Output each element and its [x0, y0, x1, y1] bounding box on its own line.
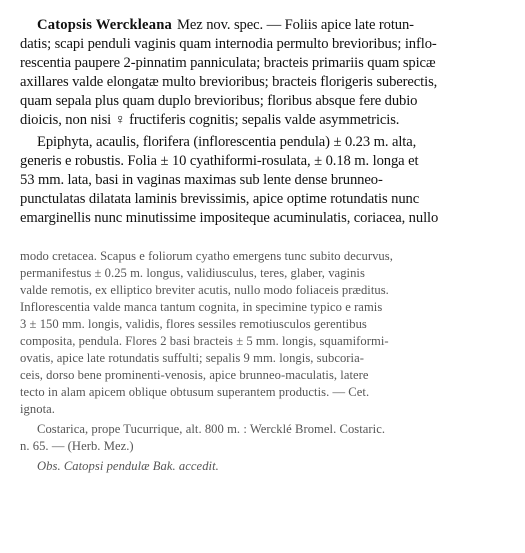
habit-line-1: Epiphyta, acaulis, florifera (inflorescentia pendula) ± 0.23 m. alta, — [37, 134, 417, 150]
description-text: Mez nov. spec. — Foliis apice late rotun- — [177, 17, 414, 33]
locality-line-2: n. 65. — (Herb. Mez.) — [20, 439, 134, 453]
habit-line-2: generis e robustis. Folia ± 10 cyathiformi-rosulata, ± 0.18 m. longa et — [20, 153, 419, 169]
description-line-2: datis; scapi penduli vaginis quam internodia permulto brevioribus; inflo- — [20, 36, 437, 52]
continued-line-5: 3 ± 150 mm. longis, validis, flores sessiles remotiusculos gerentibus — [20, 317, 367, 331]
description-line-4: axillares valde elongatæ multo brevioribus; bracteis florigeris suberectis, — [20, 74, 438, 90]
continued-line-4: Inflorescentia valde manca tantum cognita, in specimine typico e ramis — [20, 300, 383, 314]
continued-line-7: ovatis, apice late rotundatis suffulti; sepalis 9 mm. longis, subcoria- — [20, 351, 364, 365]
continued-line-9: tecto in alam apicem oblique obtusum superantem productis. — Cet. — [20, 385, 370, 399]
continued-line-10: ignota. — [20, 402, 55, 416]
description-line-3: rescentia paupere 2-pinnatim panniculata; bracteis primariis quam spicæ — [20, 55, 436, 71]
habit-line-4: punctulatas dilatata laminis brevissimis, apice optime rotundatis nunc — [20, 191, 420, 207]
habit-line-5: emarginellis nunc minutissime impositeque acuminulatis, coriacea, nullo — [20, 210, 439, 226]
observation-line: Obs. Catopsi pendulæ Bak. accedit. — [37, 459, 219, 473]
continued-line-3: valde remotis, ex elliptico breviter acutis, nullo modo foliaceis præditus. — [20, 283, 389, 297]
continued-line-1: modo cretacea. Scapus e foliorum cyatho emergens tunc subito decurvus, — [20, 249, 393, 263]
continued-line-6: composita, pendula. Flores 2 basi bracteis ± 5 mm. longis, squamiformi- — [20, 334, 389, 348]
species-name: Catopsis Werckleana — [37, 17, 173, 33]
continued-line-8: ceis, dorso bene prominenti-venosis, apice brunneo-maculatis, latere — [20, 368, 369, 382]
description-line-6: dioicis, non nisi ♀ fructiferis cognitis; sepalis valde asymmetricis. — [20, 112, 400, 128]
description-line-1 — [37, 16, 508, 35]
locality-line-1: Costarica, prope Tucurrique, alt. 800 m. : Wercklé Bromel. Costaric. — [37, 422, 386, 436]
continued-line-2: permanifestus ± 0.25 m. longus, validiusculus, teres, glaber, vaginis — [20, 266, 365, 280]
habit-line-3: 53 mm. lata, basi in vaginas maximas sub lente dense brunneo- — [20, 172, 383, 188]
description-line-5: quam sepala plus quam duplo brevioribus; floribus absque fere dubio — [20, 93, 418, 109]
